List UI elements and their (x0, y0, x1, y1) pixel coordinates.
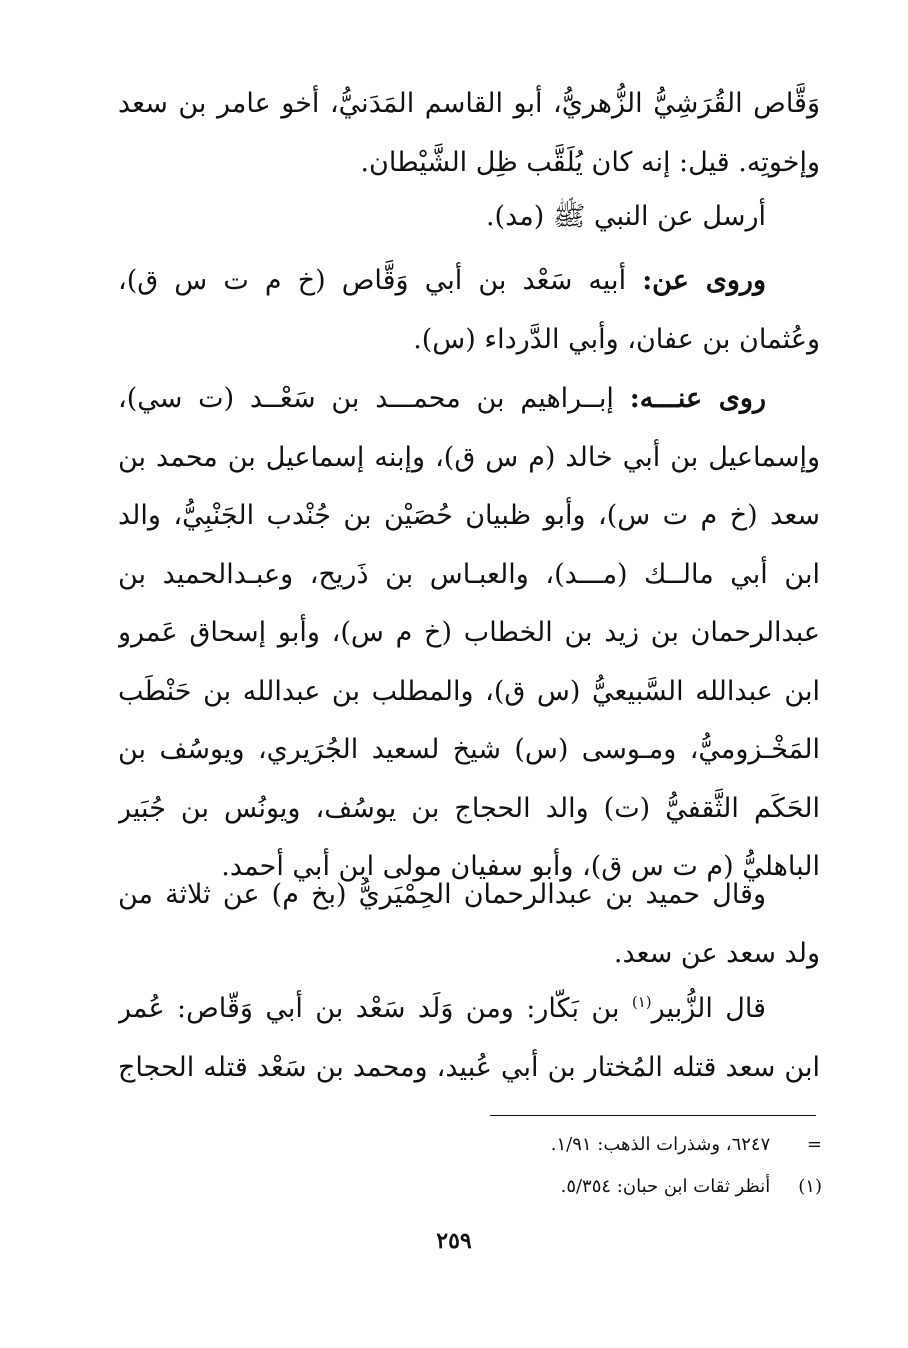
section-label: روى عنـــه: (629, 383, 766, 414)
footnote-2 (300, 1167, 822, 1207)
section-label: وروى عن: (642, 265, 766, 296)
text-line: ابن عبدالله السَّبيعيُّ (س ق)، والمطلب بن عبدالله بن حَنْطَب (118, 675, 820, 707)
page-number: ٢٥٩ (436, 1228, 472, 1254)
footnote-divider (490, 1115, 816, 1116)
text-line: ابن أبي مالــك (مـــد)، والعبـاس بن ذَريح، وعبـدالحميد بن (118, 558, 820, 590)
text-line: وإخوتِه. قيل: إنه كان يُلَقَّب ظِل الشَّيْطان. (360, 146, 820, 178)
paragraph-5 (118, 866, 820, 983)
footnote-mark: = (806, 1134, 822, 1155)
text-line: وإسماعيل بن أبي خالد (م س ق)، وإبنه إسماعيل بن محمد بن (118, 441, 820, 473)
text-line (118, 252, 820, 311)
paragraph-1 (118, 75, 820, 192)
text-line: الحَكَم الثَّقفيُّ (ت) والد الحجاج بن يوسُف، ويونُس بن جُبَير (118, 792, 820, 824)
text-line: وعُثمان بن عفان، وأبي الدَّرداء (س). (413, 323, 820, 355)
footnote-text: ٦٢٤٧، وشذرات الذهب: ١/٩١. (550, 1134, 771, 1155)
text-line: وَقَّاص القُرَشِيُّ الزُّهريُّ، أبو القاسم المَدَنيُّ، أخو عامر بن سعد (118, 88, 820, 119)
footnote-reference[interactable]: (١) (631, 993, 652, 1011)
text-line (118, 980, 820, 1039)
footnote-1 (300, 1125, 822, 1165)
footnote-text: أنظر ثقات ابن حبان: ٥/٣٥٤. (560, 1176, 771, 1197)
text-span: أبيه سَعْد بن أبي وَقَّاص (خ م ت س ق)، (118, 265, 643, 296)
paragraph-4 (118, 370, 820, 897)
text-line: أرسل عن النبي ﷺ (مد). (485, 201, 766, 232)
text-span: إبــراهيم بن محمـــد بن سَعْــد (ت سي)، (118, 383, 630, 414)
text-line: الباهليُّ (م ت س ق)، وأبو سفيان مولى ابن أبي أحمد. (221, 851, 820, 882)
text-line (118, 370, 820, 429)
text-line: وقال حميد بن عبدالرحمان الحِمْيَريُّ (بخ م) عن ثلاثة من (118, 879, 766, 910)
paragraph-6 (118, 980, 820, 1097)
paragraph-2 (118, 188, 820, 247)
text-span: قال الزُّبير (651, 993, 766, 1024)
text-line: ولد سعد عن سعد. (613, 937, 820, 969)
text-span: بن بَكّار: ومن وَلَد سَعْد بن أبي وَقّاص: عُمر (118, 993, 632, 1024)
text-line: المَخْـزوميُّ، ومـوسى (س) شيخ لسعيد الجُرَيري، ويوسُف بن (118, 734, 820, 765)
footnote-mark: (١) (798, 1176, 822, 1197)
text-line: ابن سعد قتله المُختار بن أبي عُبيد، ومحمد بن سَعْد قتله الحجاج (118, 1051, 820, 1083)
paragraph-3 (118, 252, 820, 369)
text-line: سعد (خ م ت س)، وأبو ظبيان حُصَيْن بن جُنْدب الجَنْبِيُّ، والد (118, 500, 820, 531)
text-line: عبدالرحمان بن زيد بن الخطاب (خ م س)، وأبو إسحاق عَمرو (118, 617, 820, 648)
